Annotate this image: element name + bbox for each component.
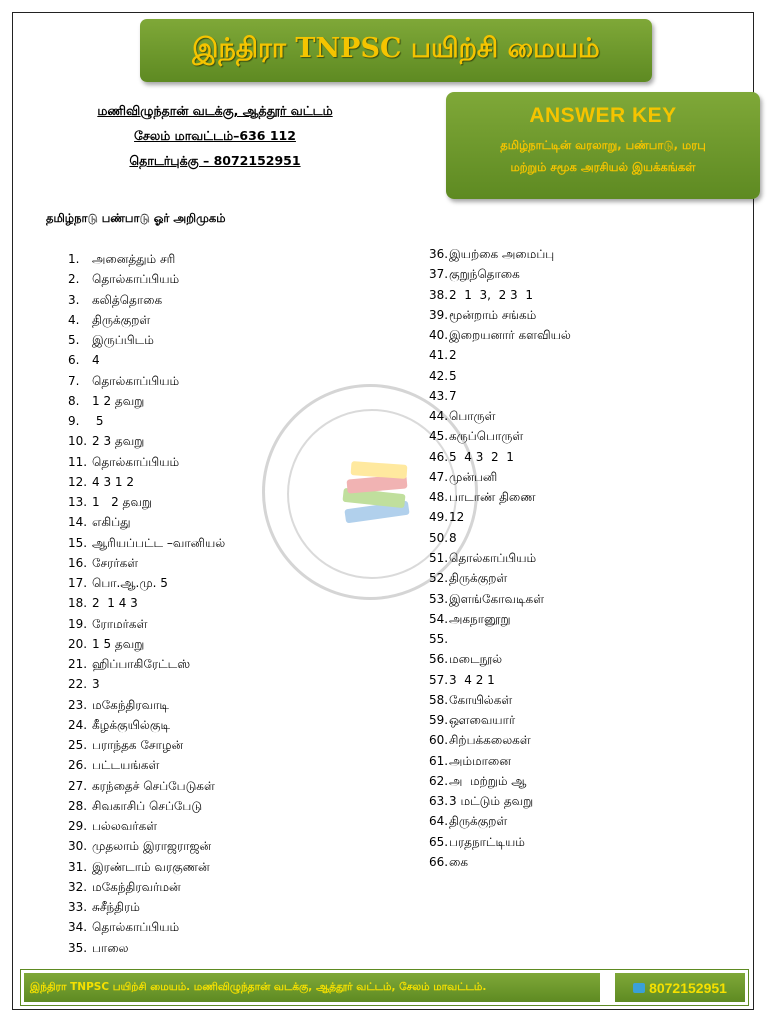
answer-text: திருக்குறள் bbox=[449, 814, 508, 829]
answer-text: 5 bbox=[92, 414, 104, 428]
answer-number: 1. bbox=[68, 252, 80, 266]
answer-text: பாடாண் திணை bbox=[449, 490, 536, 505]
answer-text: 1 2 தவறு bbox=[92, 393, 145, 408]
answer-item bbox=[68, 431, 225, 451]
answer-item bbox=[68, 938, 225, 958]
answer-number: 5. bbox=[68, 333, 80, 347]
answer-number: 12. bbox=[68, 474, 88, 489]
answer-number: 45. bbox=[429, 429, 449, 444]
answer-item bbox=[68, 735, 225, 755]
answer-text: ஆரியப்பட்ட –வானியல் bbox=[92, 535, 226, 550]
answer-item bbox=[429, 649, 571, 669]
answer-number: 61. bbox=[429, 753, 449, 768]
answer-number: 60. bbox=[429, 733, 449, 748]
answer-text: 5 bbox=[449, 368, 457, 383]
answer-text: ஹிப்பாகிரேட்டஸ் bbox=[92, 657, 191, 671]
answer-number: 32. bbox=[68, 879, 88, 894]
address-line-1: மணிவிழுந்தான் வடக்கு, ஆத்தூர் வட்டம் bbox=[97, 103, 333, 118]
answer-item bbox=[429, 548, 571, 568]
answer-number: 4. bbox=[68, 312, 80, 327]
footer-bar bbox=[20, 969, 749, 1006]
answer-number: 56. bbox=[429, 652, 449, 667]
answer-number: 54. bbox=[429, 611, 449, 626]
answer-text: மகேந்திரவாடி bbox=[92, 697, 169, 712]
answer-number: 31. bbox=[68, 859, 88, 874]
header-title: இந்திரா TNPSC பயிற்சி மையம் bbox=[192, 33, 600, 64]
answer-number: 3. bbox=[68, 292, 80, 307]
answer-number: 42. bbox=[429, 368, 449, 383]
footer-phone-number: 8072152951 bbox=[649, 979, 727, 996]
answer-number: 22. bbox=[68, 677, 88, 692]
answer-number: 20. bbox=[68, 636, 88, 651]
answer-number: 33. bbox=[68, 900, 88, 914]
answer-item bbox=[68, 249, 225, 269]
answer-item bbox=[68, 492, 225, 512]
answer-number: 46. bbox=[429, 449, 449, 464]
footer-phone bbox=[615, 973, 745, 1002]
answer-number: 59. bbox=[429, 713, 449, 728]
answer-item bbox=[429, 264, 571, 284]
answer-text: சிவகாசிப் செப்பேடு bbox=[92, 798, 203, 813]
answer-number: 27. bbox=[68, 778, 88, 793]
address-block bbox=[60, 98, 370, 173]
answer-item bbox=[68, 452, 225, 472]
answer-item bbox=[429, 528, 571, 548]
answer-number: 15. bbox=[68, 535, 88, 550]
answer-text: எகிப்து bbox=[92, 515, 131, 530]
answer-item bbox=[68, 776, 225, 796]
answer-number: 14. bbox=[68, 515, 88, 530]
answer-text: பராந்தக சோழன் bbox=[92, 738, 184, 752]
answer-number: 64. bbox=[429, 814, 449, 829]
answer-item bbox=[68, 391, 225, 411]
answer-number: 40. bbox=[429, 328, 449, 343]
answer-item bbox=[429, 386, 571, 406]
answer-item bbox=[429, 325, 571, 345]
answer-text: 3 bbox=[92, 677, 100, 692]
answer-text: சுசீந்திரம் bbox=[92, 900, 140, 914]
answer-text: தொல்காப்பியம் bbox=[92, 373, 180, 388]
answer-text: அனைத்தும் சரி bbox=[92, 252, 176, 266]
answer-item bbox=[429, 487, 571, 507]
answer-number: 44. bbox=[429, 409, 449, 424]
answer-item bbox=[68, 674, 225, 694]
answer-item bbox=[68, 350, 225, 370]
answer-item bbox=[68, 836, 225, 856]
answer-text: பொ.ஆ.மு. 5 bbox=[92, 576, 168, 590]
answer-text: திருக்குறள் bbox=[92, 312, 151, 327]
footer-text: இந்திரா TNPSC பயிற்சி மையம். மணிவிழுந்தான் வடக்கு, ஆத்தூர் வட்டம், சேலம் மாவட்டம். bbox=[30, 981, 487, 993]
answer-text: சிற்பக்கலைகள் bbox=[449, 733, 531, 748]
answer-item bbox=[68, 695, 225, 715]
answer-text: இயற்கை அமைப்பு bbox=[449, 247, 555, 261]
answer-number: 55. bbox=[429, 632, 449, 647]
answer-number: 47. bbox=[429, 469, 449, 484]
answer-key-subtitle-line-2: மற்றும் சமூக அரசியல் இயக்கங்கள் bbox=[510, 160, 696, 174]
answer-number: 26. bbox=[68, 758, 88, 773]
answer-key-subtitle-line-1: தமிழ்நாட்டின் வரலாறு, பண்பாடு, மரபு bbox=[500, 138, 706, 152]
answer-item bbox=[429, 589, 571, 609]
answer-number: 62. bbox=[429, 773, 449, 788]
answer-item bbox=[68, 917, 225, 937]
answer-number: 6. bbox=[68, 353, 80, 368]
answer-number: 38. bbox=[429, 287, 449, 302]
answer-item bbox=[429, 244, 571, 264]
answer-text: பட்டயங்கள் bbox=[92, 758, 160, 773]
answer-number: 30. bbox=[68, 839, 88, 854]
answer-key-title: ANSWER KEY bbox=[529, 104, 677, 127]
answer-item bbox=[429, 629, 571, 649]
answer-item bbox=[68, 269, 225, 289]
answer-text: பாலை bbox=[92, 940, 129, 955]
answer-item bbox=[68, 290, 225, 310]
answer-item bbox=[68, 371, 225, 391]
answer-item bbox=[68, 634, 225, 654]
answer-item bbox=[429, 710, 571, 730]
answer-text: 2 3 தவறு bbox=[92, 434, 145, 449]
answer-item bbox=[68, 614, 225, 634]
answer-number: 18. bbox=[68, 596, 88, 611]
answer-text: இருப்பிடம் bbox=[92, 333, 154, 347]
answer-item bbox=[68, 330, 225, 350]
answer-item bbox=[68, 411, 225, 431]
answer-number: 24. bbox=[68, 717, 88, 732]
address-line-3: தொடர்புக்கு – 8072152951 bbox=[129, 153, 301, 168]
answer-text: திருக்குறள் bbox=[449, 571, 508, 586]
answer-item bbox=[429, 568, 571, 588]
answer-item bbox=[429, 507, 571, 527]
answer-item bbox=[429, 345, 571, 365]
answer-item bbox=[68, 897, 225, 917]
answer-number: 48. bbox=[429, 490, 449, 505]
answer-number: 35. bbox=[68, 940, 88, 955]
answer-text: 1 5 தவறு bbox=[92, 636, 145, 651]
answer-number: 23. bbox=[68, 697, 88, 712]
answer-text: முன்பனி bbox=[449, 469, 498, 484]
answer-text: பரதநாட்டியம் bbox=[449, 834, 525, 849]
answer-item bbox=[68, 310, 225, 330]
answer-item bbox=[68, 553, 225, 573]
answer-text: 2 1 3, 2 3 1 bbox=[449, 287, 533, 302]
answer-number: 58. bbox=[429, 692, 449, 707]
answer-item bbox=[429, 447, 571, 467]
answer-item bbox=[68, 573, 225, 593]
answer-item bbox=[68, 816, 225, 836]
answer-item bbox=[429, 670, 571, 690]
answer-number: 7. bbox=[68, 373, 80, 388]
answer-text: 1 2 தவறு bbox=[92, 495, 152, 509]
answer-number: 28. bbox=[68, 798, 88, 813]
answer-text: 5 4 3 2 1 bbox=[449, 449, 514, 464]
answer-text: பொருள் bbox=[449, 409, 496, 424]
answer-number: 9. bbox=[68, 414, 80, 428]
answer-text: 2 bbox=[449, 348, 457, 363]
answers-right-column bbox=[429, 244, 571, 872]
answer-text: அ மற்றும் ஆ bbox=[449, 773, 527, 788]
answer-key-subtitle bbox=[446, 134, 760, 178]
answer-item bbox=[68, 472, 225, 492]
answer-text: கோயில்கள் bbox=[449, 692, 513, 707]
answer-text: 3 4 2 1 bbox=[449, 672, 495, 687]
answer-text: முதலாம் இராஜராஜன் bbox=[92, 839, 212, 854]
answer-item bbox=[429, 467, 571, 487]
answer-number: 66. bbox=[429, 854, 449, 869]
answer-text: 8 bbox=[449, 530, 457, 545]
answer-number: 17. bbox=[68, 576, 88, 590]
answer-number: 53. bbox=[429, 591, 449, 606]
answer-item bbox=[429, 285, 571, 305]
answer-item bbox=[429, 305, 571, 325]
answer-item bbox=[429, 730, 571, 750]
answer-text: 2 1 4 3 bbox=[92, 596, 138, 611]
answer-item bbox=[429, 426, 571, 446]
answer-item bbox=[429, 852, 571, 872]
answer-number: 34. bbox=[68, 920, 88, 935]
answer-item bbox=[429, 751, 571, 771]
answer-number: 63. bbox=[429, 794, 449, 809]
answer-text: 12 bbox=[449, 510, 465, 525]
answer-item bbox=[429, 811, 571, 831]
answer-number: 25. bbox=[68, 738, 88, 752]
answer-number: 19. bbox=[68, 616, 88, 631]
answer-text: 3 மட்டும் தவறு bbox=[449, 794, 534, 809]
answer-item bbox=[68, 593, 225, 613]
answer-text: கருப்பொருள் bbox=[449, 429, 524, 444]
answer-number: 41. bbox=[429, 348, 449, 363]
answer-text: குறுந்தொகை bbox=[449, 267, 520, 282]
answer-item bbox=[429, 609, 571, 629]
answer-number: 43. bbox=[429, 388, 449, 403]
answer-number: 2. bbox=[68, 272, 80, 287]
answer-number: 50. bbox=[429, 530, 449, 545]
answer-text: அகநானூறு bbox=[449, 611, 511, 626]
phone-icon bbox=[633, 983, 645, 993]
answer-number: 39. bbox=[429, 307, 449, 322]
answer-text: அம்மானை bbox=[449, 753, 511, 768]
answer-number: 11. bbox=[68, 454, 88, 469]
header-banner bbox=[140, 19, 652, 82]
answer-number: 13. bbox=[68, 495, 88, 509]
answer-number: 16. bbox=[68, 555, 88, 570]
answer-text: 4 3 1 2 bbox=[92, 474, 134, 489]
answer-text: சேரர்கள் bbox=[92, 555, 139, 570]
answer-text: தொல்காப்பியம் bbox=[92, 272, 180, 287]
answer-item bbox=[429, 366, 571, 386]
answer-text: மூன்றாம் சங்கம் bbox=[449, 307, 537, 322]
answer-item bbox=[429, 406, 571, 426]
answer-item bbox=[429, 791, 571, 811]
section-title: தமிழ்நாடு பண்பாடு ஓர் அறிமுகம் bbox=[46, 211, 226, 225]
answer-text: தொல்காப்பியம் bbox=[92, 920, 180, 935]
answers-left-column bbox=[68, 249, 225, 958]
answer-text: பல்லவர்கள் bbox=[92, 819, 158, 833]
answer-item bbox=[68, 654, 225, 674]
answer-text: கலித்தொகை bbox=[92, 292, 163, 307]
answer-number: 8. bbox=[68, 393, 80, 408]
answer-text: மடைநூல் bbox=[449, 652, 503, 667]
answer-text: தொல்காப்பியம் bbox=[449, 550, 537, 565]
answer-item bbox=[68, 512, 225, 532]
answer-item bbox=[429, 690, 571, 710]
answer-item bbox=[429, 832, 571, 852]
answer-number: 65. bbox=[429, 834, 449, 849]
answer-text: கீழக்குயில்குடி bbox=[92, 717, 171, 732]
footer-address bbox=[24, 973, 600, 1002]
answer-text: இளங்கோவடிகள் bbox=[449, 591, 545, 606]
answer-item bbox=[68, 857, 225, 877]
answer-number: 37. bbox=[429, 267, 449, 282]
answer-text: தொல்காப்பியம் bbox=[92, 454, 180, 469]
answer-number: 51. bbox=[429, 550, 449, 565]
answer-number: 52. bbox=[429, 571, 449, 586]
answer-number: 36. bbox=[429, 247, 449, 261]
answer-number: 21. bbox=[68, 657, 88, 671]
answer-text: கரந்தைச் செப்பேடுகள் bbox=[92, 778, 215, 793]
address-line-2: சேலம் மாவட்டம்–636 112 bbox=[134, 128, 296, 143]
answer-text: கை bbox=[449, 854, 469, 869]
answer-item bbox=[68, 715, 225, 735]
answer-text: 4 bbox=[92, 353, 100, 368]
answer-item bbox=[68, 877, 225, 897]
answer-item bbox=[429, 771, 571, 791]
answer-text: இறையனார் களவியல் bbox=[449, 328, 571, 343]
answer-text: மகேந்திரவர்மன் bbox=[92, 879, 181, 894]
answer-number: 57. bbox=[429, 672, 449, 687]
answer-number: 29. bbox=[68, 819, 88, 833]
answer-item bbox=[68, 796, 225, 816]
answer-text: ரோமர்கள் bbox=[92, 616, 148, 631]
answer-text: ஔவையார் bbox=[449, 713, 516, 728]
answer-key-box bbox=[446, 92, 760, 199]
answer-item bbox=[68, 755, 225, 775]
answer-item bbox=[68, 533, 225, 553]
answer-text: 7 bbox=[449, 388, 457, 403]
answer-number: 49. bbox=[429, 510, 449, 525]
answer-text: இரண்டாம் வரகுணன் bbox=[92, 859, 210, 874]
answer-number: 10. bbox=[68, 434, 88, 449]
